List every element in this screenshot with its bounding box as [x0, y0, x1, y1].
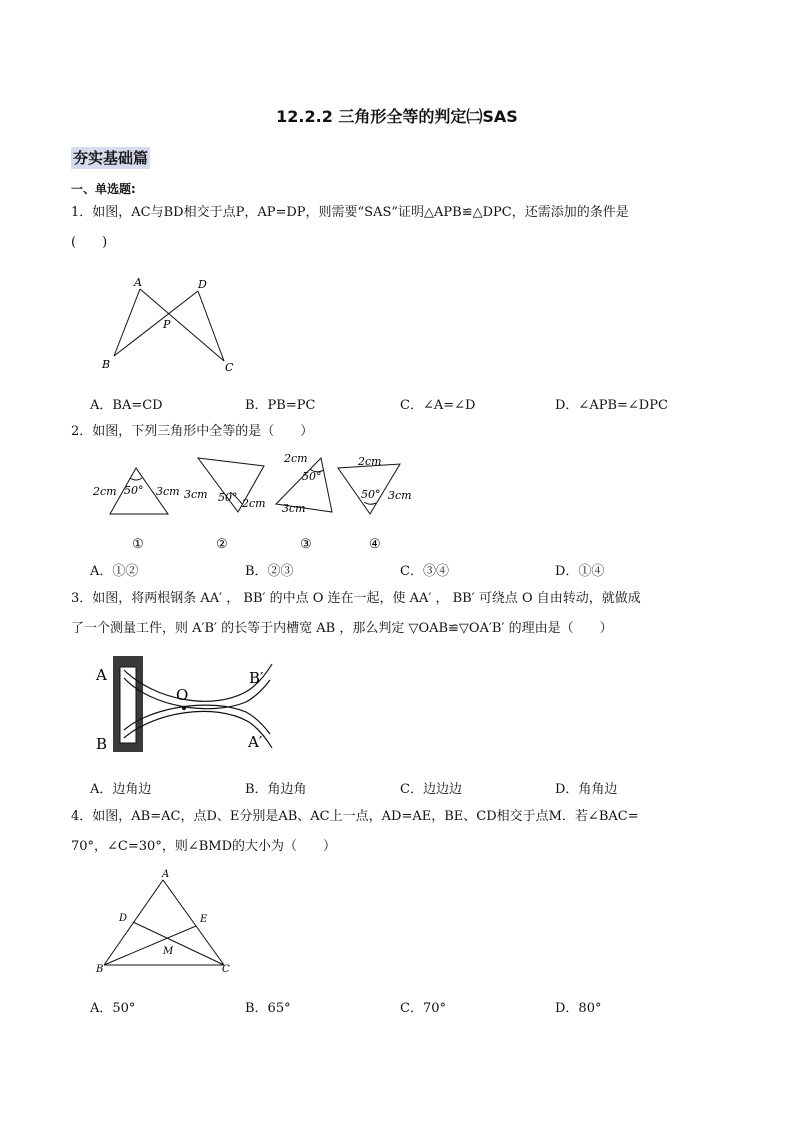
- q3-option-c[interactable]: C．边边边: [400, 782, 462, 797]
- q1-label-d: D: [198, 278, 207, 291]
- question-4-line1: 4．如图，AB=AC，点D、E分别是AB、AC上一点，AD=AE，BE、CD相交于点M．若∠BAC=: [71, 809, 639, 824]
- q2-fig2-left-side: 3cm: [184, 488, 208, 501]
- question-1-figure: [96, 272, 246, 377]
- q2-option-a[interactable]: A．①②: [90, 564, 139, 579]
- q2-figure-number-4: ④: [369, 537, 381, 552]
- question-4: [71, 802, 731, 862]
- q3-label-a-prime: A′: [248, 733, 263, 751]
- q3-label-b-prime: B′: [249, 669, 264, 687]
- q2-fig2-right-side: 2cm: [242, 497, 266, 510]
- question-3-figure: [94, 650, 284, 760]
- q3-label-o: O: [176, 686, 189, 704]
- question-4-line2: 70°，∠C=30°，则∠BMD的大小为（ ）: [71, 839, 336, 854]
- question-1: [71, 198, 731, 258]
- q4-label-m: M: [163, 946, 174, 957]
- q4-label-a: A: [162, 869, 170, 880]
- q2-figure-number-1: ①: [132, 537, 144, 552]
- question-1-line2: ( ): [71, 235, 108, 250]
- q2-figure-number-2: ②: [216, 537, 228, 552]
- q4-option-d[interactable]: D．80°: [555, 1001, 602, 1016]
- q4-label-e: E: [200, 914, 208, 925]
- q4-option-c[interactable]: C．70°: [400, 1001, 446, 1016]
- q1-label-c: C: [225, 361, 234, 374]
- question-2-figure: [88, 448, 428, 556]
- question-3: [71, 584, 731, 644]
- q2-fig4-right-side: 3cm: [388, 489, 412, 502]
- q2-option-d[interactable]: D．①④: [555, 564, 605, 579]
- question-3-line1: 3．如图，将两根钢条 AA′ ， BB′ 的中点 O 连在一起，使 AA′ ， BB′ 可绕点 O 自由转动，就做成: [71, 591, 641, 606]
- q4-label-b: B: [96, 964, 104, 975]
- q2-fig4-angle: 50°: [361, 488, 381, 501]
- q2-fig1-angle: 50°: [124, 484, 144, 497]
- q4-label-d: D: [119, 913, 128, 924]
- q4-label-c: C: [222, 964, 230, 975]
- page-title: 12.2.2 三角形全等的判定㈡SAS: [276, 107, 518, 126]
- question-2: [71, 417, 731, 447]
- question-2-line1: 2．如图，下列三角形中全等的是（ ）: [71, 424, 314, 439]
- question-1-line1: 1．如图，AC与BD相交于点P，AP=DP，则需要“SAS”证明△APB≌△DPC，还需添加的条件是: [71, 205, 629, 220]
- q2-option-c[interactable]: C．③④: [400, 564, 449, 579]
- q1-option-b[interactable]: B．PB=PC: [245, 398, 316, 413]
- q3-label-a: A: [96, 666, 107, 684]
- q2-fig3-bottom-side: 3cm: [282, 502, 306, 515]
- q1-option-d[interactable]: D．∠APB=∠DPC: [555, 398, 668, 413]
- q1-option-a[interactable]: A．BA=CD: [90, 398, 163, 413]
- q4-option-b[interactable]: B．65°: [245, 1001, 291, 1016]
- question-4-figure: [90, 866, 240, 976]
- q2-option-b[interactable]: B．②③: [245, 564, 294, 579]
- q3-label-b: B: [96, 735, 108, 753]
- q3-option-b[interactable]: B．角边角: [245, 782, 307, 797]
- q1-option-c[interactable]: C．∠A=∠D: [400, 398, 476, 413]
- q1-label-a: A: [134, 276, 142, 289]
- q3-option-a[interactable]: A．边角边: [90, 782, 152, 797]
- section-label: 夯实基础篇: [73, 149, 149, 167]
- q2-fig1-right-side: 3cm: [156, 485, 180, 498]
- q2-fig3-top-side: 2cm: [284, 452, 308, 465]
- question-3-line2: 了一个测量工件，则 A′B′ 的长等于内槽宽 AB ，那么判定 ▽OAB≌▽OA′B′ 的理由是（ ）: [71, 621, 613, 636]
- q4-option-a[interactable]: A．50°: [90, 1001, 136, 1016]
- q1-label-b: B: [102, 358, 111, 371]
- q2-figure-number-3: ③: [300, 537, 312, 552]
- q3-option-d[interactable]: D．角角边: [555, 782, 618, 797]
- q2-fig3-angle: 50°: [302, 470, 322, 483]
- q2-fig4-top-side: 2cm: [358, 455, 382, 468]
- q2-fig2-angle: 50°: [218, 491, 238, 504]
- subsection-heading: 一、单选题:: [71, 182, 136, 196]
- q2-fig1-left-side: 2cm: [93, 485, 117, 498]
- q1-label-p: P: [163, 318, 171, 331]
